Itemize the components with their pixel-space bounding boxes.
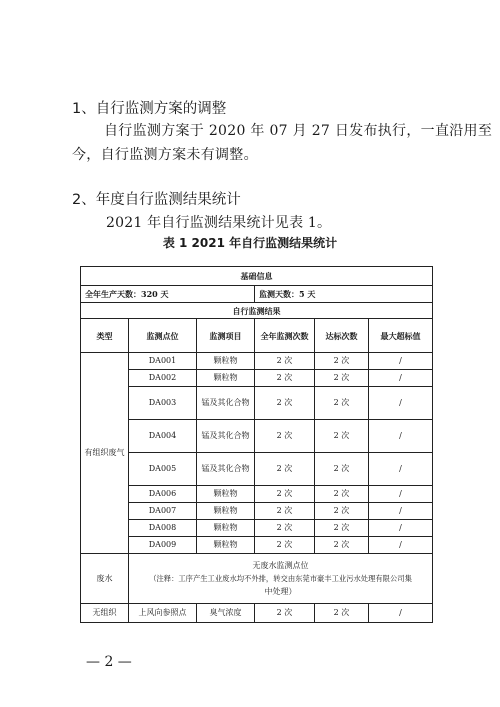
monitoring-days: 监测天数：5 天 [255,286,433,303]
cell-count: 2 次 [255,420,315,453]
table-row [81,604,433,623]
cell-point: DA007 [129,503,197,520]
table-row [81,420,433,453]
cell-count: 2 次 [255,503,315,520]
table-row [81,503,433,520]
section1-heading: 1、自行监测方案的调整 [72,101,227,117]
cell-pass: 2 次 [315,520,369,537]
header-max: 最大超标值 [369,319,433,353]
cell-item: 颗粒物 [197,486,255,503]
type-unorganized: 无组织 [81,604,129,623]
results-title: 自行监测结果 [81,303,433,319]
page-number: — 2 — [86,654,132,670]
basic-info-title: 基础信息 [81,267,433,286]
cell-pass: 2 次 [315,453,369,486]
cell-item: 锰及其化合物 [197,387,255,420]
table-row [81,453,433,486]
cell-count: 2 次 [255,387,315,420]
cell-item: 锰及其化合物 [197,453,255,486]
cell-count: 2 次 [255,520,315,537]
cell-pass: 2 次 [315,486,369,503]
cell-count: 2 次 [255,486,315,503]
wastewater-note-line2: （注释：工序产生工业废水均不外排，转交由东莞市豪丰工业污水处理有限公司集 [149,574,412,583]
cell-max: / [369,604,433,623]
header-item: 监测项目 [197,319,255,353]
cell-point: DA001 [129,353,197,370]
wastewater-note-line1: 无废水监测点位 [252,561,309,570]
cell-item: 颗粒物 [197,370,255,387]
table-row [81,303,433,319]
table-row [81,486,433,503]
cell-pass: 2 次 [315,503,369,520]
cell-count: 2 次 [255,537,315,554]
header-point: 监测点位 [129,319,197,353]
wastewater-note-line3: 中处理） [264,587,297,596]
cell-max: / [369,420,433,453]
cell-point: DA008 [129,520,197,537]
table-header-row [81,319,433,353]
type-wastewater: 废水 [81,554,129,604]
cell-point: DA004 [129,420,197,453]
monitoring-results-table [80,266,433,623]
cell-point: DA009 [129,537,197,554]
cell-count: 2 次 [255,353,315,370]
table-row [81,353,433,370]
cell-pass: 2 次 [315,353,369,370]
cell-point: DA002 [129,370,197,387]
cell-max: / [369,370,433,387]
table-row [81,520,433,537]
cell-item: 锰及其化合物 [197,420,255,453]
production-days: 全年生产天数：320 天 [81,286,255,303]
table-row [81,554,433,604]
cell-point: DA003 [129,387,197,420]
table-row [81,267,433,286]
cell-count: 2 次 [255,604,315,623]
cell-item: 颗粒物 [197,520,255,537]
cell-pass: 2 次 [315,370,369,387]
table-row [81,286,433,303]
cell-max: / [369,537,433,554]
cell-point: DA006 [129,486,197,503]
cell-item: 颗粒物 [197,537,255,554]
section1-paragraph-line2: 今，自行监测方案未有调整。 [72,147,258,163]
section2-heading: 2、年度自行监测结果统计 [72,192,241,208]
cell-item: 颗粒物 [197,353,255,370]
cell-max: / [369,520,433,537]
cell-item: 颗粒物 [197,503,255,520]
header-type: 类型 [81,319,129,353]
section2-paragraph: 2021 年自行监测结果统计见表 1。 [106,215,332,231]
table-row [81,370,433,387]
cell-max: / [369,486,433,503]
header-pass: 达标次数 [315,319,369,353]
cell-item: 臭气浓度 [197,604,255,623]
table-caption: 表 1 2021 年自行监测结果统计 [162,236,338,250]
cell-pass: 2 次 [315,537,369,554]
type-organized-gas: 有组织废气 [81,353,129,554]
cell-pass: 2 次 [315,420,369,453]
table-row [81,387,433,420]
cell-max: / [369,453,433,486]
cell-max: / [369,503,433,520]
cell-point: 上风向参照点 [129,604,197,623]
header-count: 全年监测次数 [255,319,315,353]
cell-pass: 2 次 [315,604,369,623]
cell-point: DA005 [129,453,197,486]
wastewater-note [129,554,433,604]
table-row [81,537,433,554]
cell-count: 2 次 [255,370,315,387]
cell-pass: 2 次 [315,387,369,420]
cell-max: / [369,353,433,370]
cell-count: 2 次 [255,453,315,486]
cell-max: / [369,387,433,420]
section1-paragraph-line1: 自行监测方案于 2020 年 07 月 27 日发布执行，一直沿用至 [104,123,493,139]
